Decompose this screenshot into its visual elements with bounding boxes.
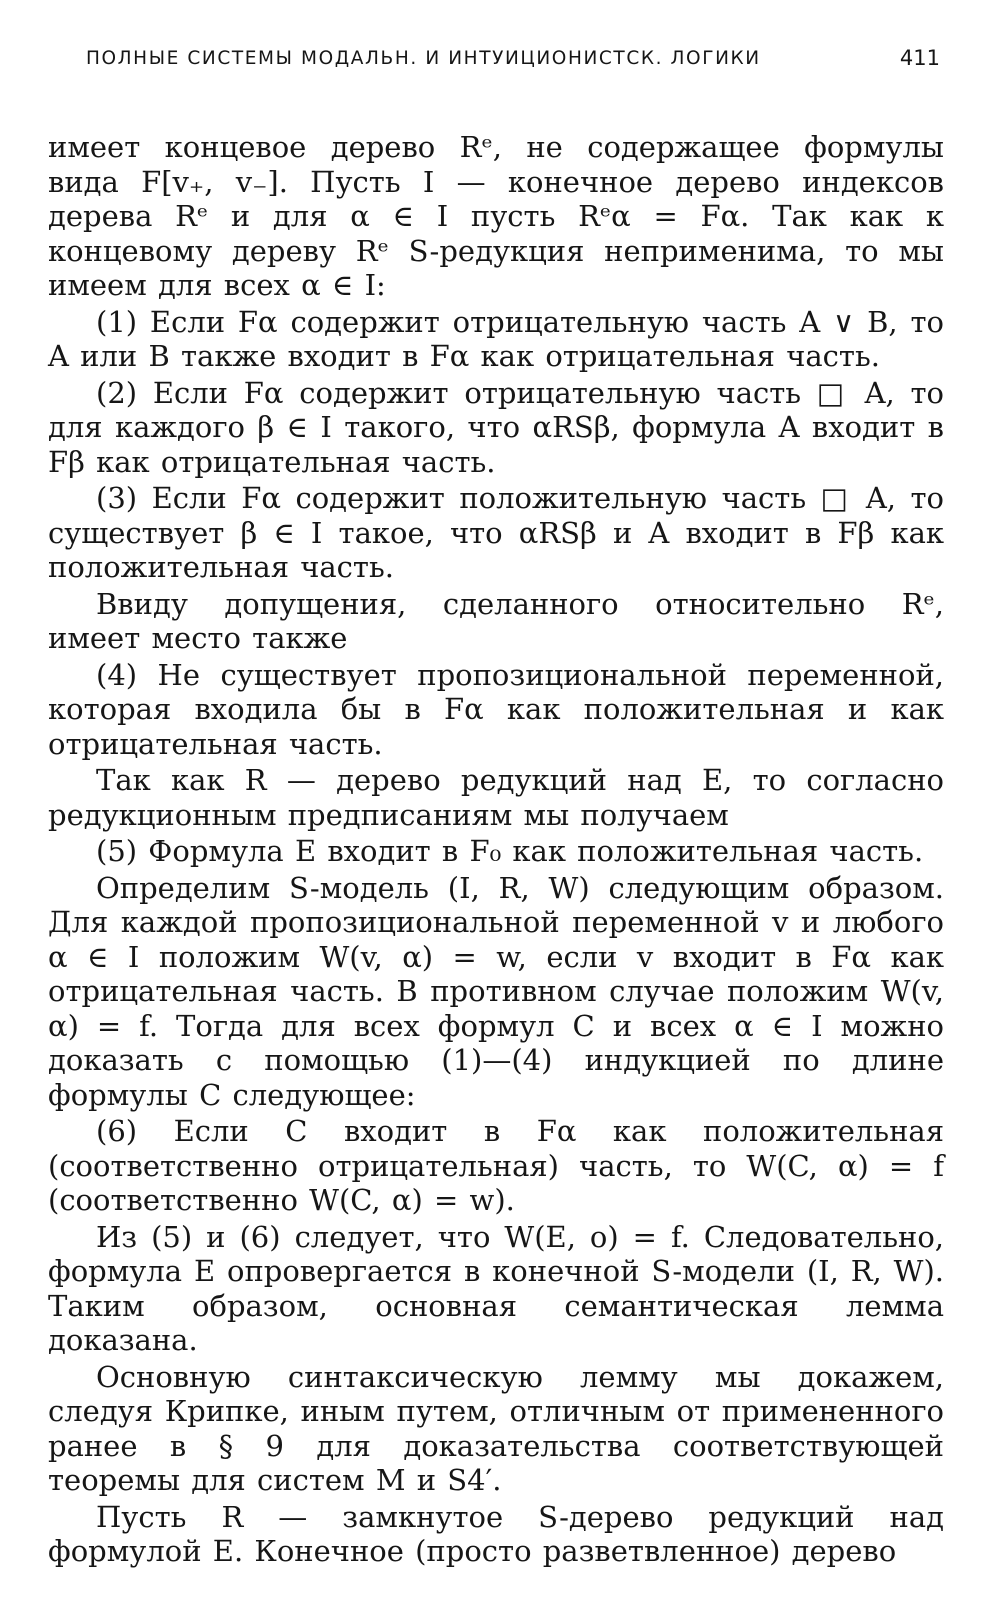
paragraph-item-2: (2) Если Fα содержит отрицательную часть □ A, то для каждого β ∈ I такого, что αRSβ, формула A входит в Fβ как отрицательная часть. (48, 375, 944, 479)
paragraph-conclusion: Из (5) и (6) следует, что W(E, o) = f. Следовательно, формула E опровергается в конечной S-модели (I, R, W). Таким образом, основная семантическая лемма доказана. (48, 1219, 944, 1357)
paragraph-continuation: имеет концевое дерево Rᵉ, не содержащее формулы вида F[v₊, v₋]. Пусть I — конечное дерево индексов дерева Rᵉ и для α ∈ I пусть Rᵉα = Fα. Так как к концевому дереву Rᵉ S-редукция неприменима, то мы имеем для всех α ∈ I: (48, 130, 944, 302)
running-head-title: ПОЛНЫЕ СИСТЕМЫ МОДАЛЬН. И ИНТУИЦИОНИСТСК. ЛОГИКИ (86, 48, 761, 69)
paragraph-closed-tree: Пусть R — замкнутое S-дерево редукций над формулой E. Конечное (просто разветвленное) дерево (48, 1499, 944, 1568)
paragraph-item-4: (4) Не существует пропозициональной переменной, которая входила бы в Fα как положительная и как отрицательная часть. (48, 657, 944, 761)
paragraph-item-3: (3) Если Fα содержит положительную часть □ A, то существует β ∈ I такое, что αRSβ и A входит в Fβ как положительная часть. (48, 481, 944, 584)
paragraph-item-6: (6) Если C входит в Fα как положительная (соответственно отрицательная) часть, то W(C, α) = f (соответственно W(C, α) = w). (48, 1114, 944, 1217)
paragraph-reduction-tree: Так как R — дерево редукций над E, то согласно редукционным предписаниям мы получаем (48, 763, 944, 832)
paragraph-item-1: (1) Если Fα содержит отрицательную часть A ∨ B, то A или B также входит в Fα как отрицательная часть. (48, 304, 944, 373)
paragraph-item-5: (5) Формула E входит в F₀ как положительная часть. (96, 834, 924, 868)
body-text (48, 130, 944, 1569)
running-head (48, 42, 944, 82)
book-page (48, 42, 944, 1571)
paragraph-model-definition: Определим S-модель (I, R, W) следующим образом. Для каждой пропозициональной переменной v и любого α ∈ I положим W(v, α) = w, если v входит в Fα как отрицательная часть. В противном случае положим W(v, α) = f. Тогда для всех формул C и всех α ∈ I можно доказать с помощью (1)—(4) индукцией по длине формулы C следующее: (48, 870, 944, 1112)
paragraph-syntactic-lemma: Основную синтаксическую лемму мы докажем, следуя Крипке, иным путем, отличным от примененного ранее в § 9 для доказательства соответствующей теоремы для систем M и S4′. (48, 1359, 944, 1497)
page-number: 411 (899, 46, 940, 70)
paragraph-assumption: Ввиду допущения, сделанного относительно Rᵉ, имеет место также (48, 586, 944, 655)
